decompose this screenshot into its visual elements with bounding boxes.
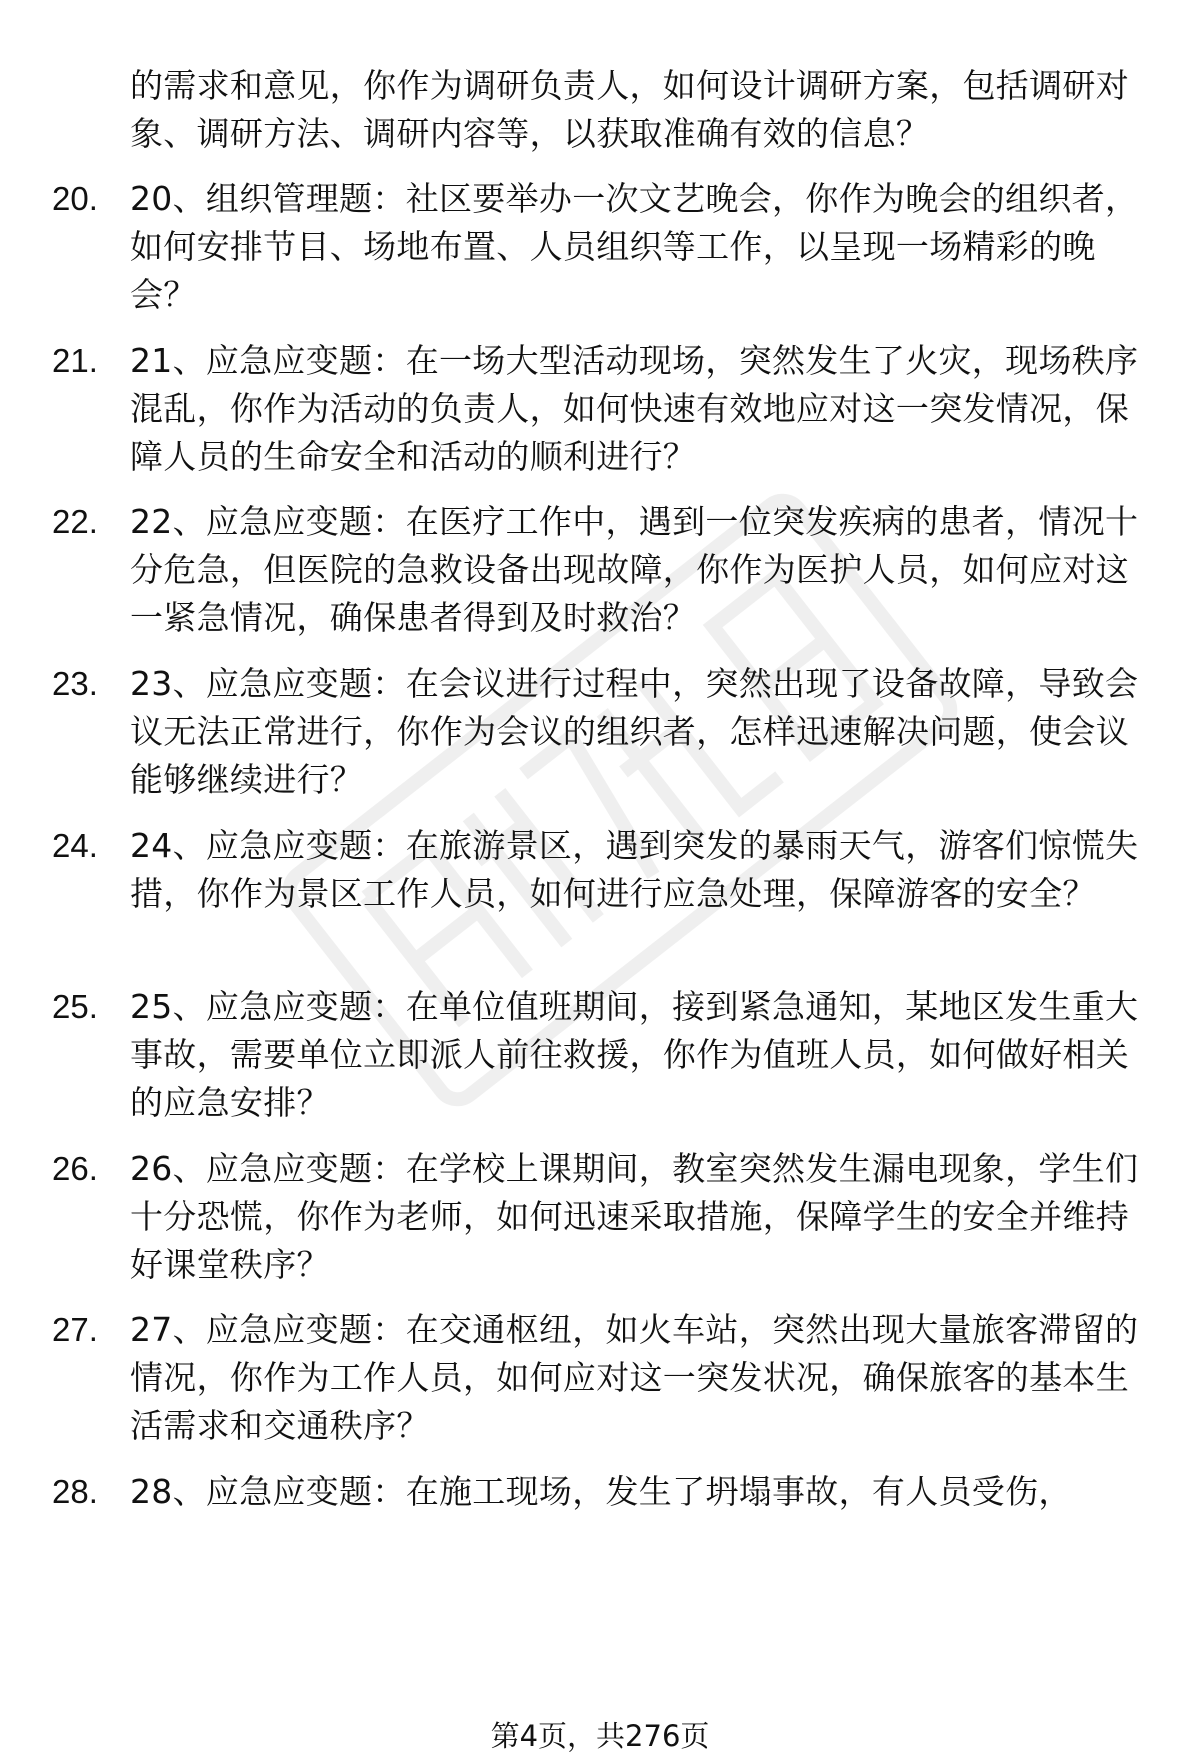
question-number: 27.	[52, 1311, 98, 1348]
question-text: 28、应急应变题：在施工现场，发生了坍塌事故，有人员受伤，	[130, 1472, 1072, 1511]
question-number: 23.	[52, 665, 98, 702]
question-text: 23、应急应变题：在会议进行过程中，突然出现了设备故障，导致会议无法正常进行，你作为会议的组织者，怎样迅速解决问题，使会议能够继续进行？	[130, 664, 1139, 799]
question-text: 的需求和意见，你作为调研负责人，如何设计调研方案，包括调研对象、调研方法、调研内容等，以获取准确有效的信息？	[130, 66, 1129, 153]
question-text: 22、应急应变题：在医疗工作中，遇到一位突发疾病的患者，情况十分危急，但医院的急救设备出现故障，你作为医护人员，如何应对这一紧急情况，确保患者得到及时救治？	[130, 502, 1139, 637]
question-number: 22.	[52, 503, 98, 540]
question-number: 26.	[52, 1150, 98, 1187]
page-footer: 第4页，共276页	[490, 1719, 710, 1753]
question-text: 26、应急应变题：在学校上课期间，教室突然发生漏电现象，学生们十分恐慌，你作为老师，如何迅速采取措施，保障学生的安全并维持好课堂秩序？	[130, 1149, 1139, 1284]
question-text: 20、组织管理题：社区要举办一次文艺晚会，你作为晚会的组织者，如何安排节目、场地布置、人员组织等工作，以呈现一场精彩的晚会？	[130, 179, 1139, 314]
question-text: 21、应急应变题：在一场大型活动现场，突然发生了火灾，现场秩序混乱，你作为活动的负责人，如何快速有效地应对这一突发情况，保障人员的生命安全和活动的顺利进行？	[130, 341, 1139, 476]
question-number: 20.	[52, 180, 98, 217]
question-number: 25.	[52, 988, 98, 1025]
question-number: 21.	[52, 342, 98, 379]
question-number: 24.	[52, 827, 98, 864]
question-text: 27、应急应变题：在交通枢纽，如火车站，突然出现大量旅客滞留的情况，你作为工作人员，如何应对这一突发状况，确保旅客的基本生活需求和交通秩序？	[130, 1310, 1139, 1445]
question-text: 24、应急应变题：在旅游景区，遇到突发的暴雨天气，游客们惊慌失措，你作为景区工作人员，如何进行应急处理，保障游客的安全？	[130, 826, 1139, 913]
question-number: 28.	[52, 1473, 98, 1510]
question-text: 25、应急应变题：在单位值班期间，接到紧急通知，某地区发生重大事故，需要单位立即派人前往救援，你作为值班人员，如何做好相关的应急安排？	[130, 987, 1139, 1122]
